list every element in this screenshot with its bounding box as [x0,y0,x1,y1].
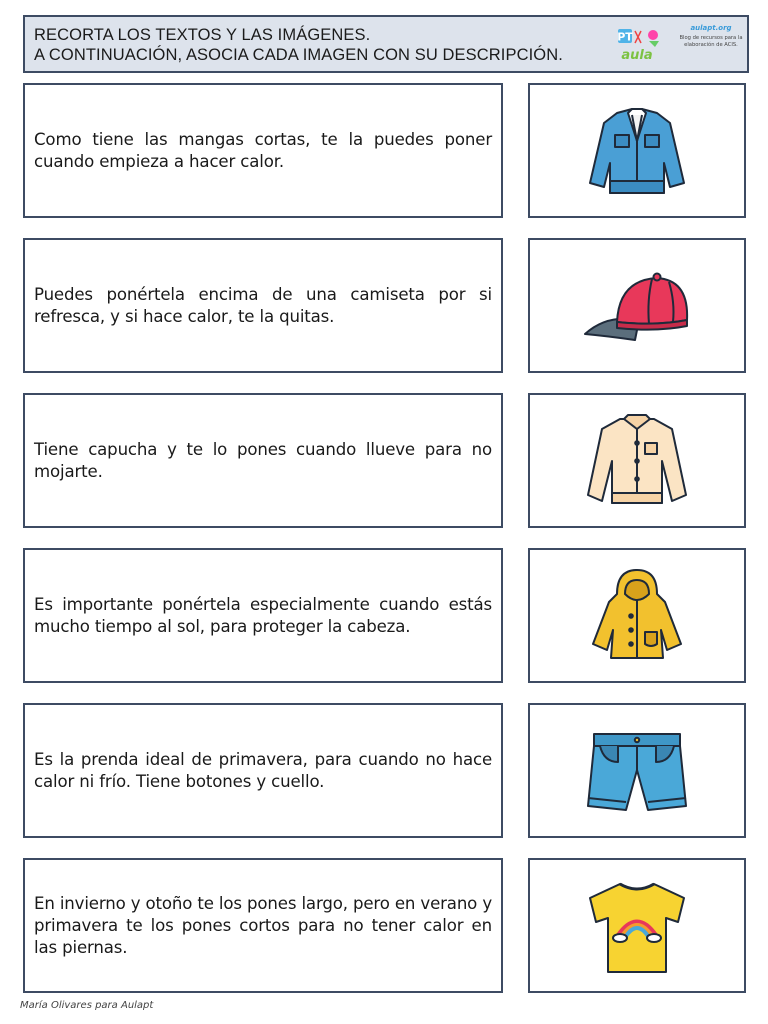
shorts-icon [582,726,692,816]
tshirt-icon [582,876,692,976]
svg-text:PT: PT [617,30,633,44]
image-card-6 [528,858,746,993]
description-card-6 [23,858,503,993]
blog-logo-text [675,24,747,68]
image-card-2 [528,238,746,373]
instructions-text [34,25,614,65]
description-text-3: Tiene capucha y te lo pones cuando llueve para no mojarte. [34,439,492,481]
image-card-3 [528,393,746,528]
description-card-2 [23,238,503,373]
instructions-header [23,15,749,73]
blog-site-name: aulapt.org [690,24,732,32]
instructions-line-2: A CONTINUACIÓN, ASOCIA CADA IMAGEN CON SU DESCRIPCIÓN. [34,46,563,64]
description-text-6: En invierno y otoño te los pones largo, pero en verano y primavera te los pones cortos para no tener calor en las piernas. [34,893,492,957]
description-text-1: Como tiene las mangas cortas, te la puedes poner cuando empieza a hacer calor. [34,129,492,171]
description-text-4: Es importante ponértela especialmente cuando estás mucho tiempo al sol, para proteger la cabeza. [34,594,492,636]
image-card-5 [528,703,746,838]
svg-text:aula: aula [621,48,653,63]
description-card-5 [23,703,503,838]
author-credit: María Olivares para Aulapt [20,1000,154,1011]
blog-tagline: Blog de recursos para la elaboración de ACIS. [679,35,743,48]
shirt-icon [582,411,692,511]
instructions-line-1: RECORTA LOS TEXTOS Y LAS IMÁGENES. [34,26,371,44]
description-text-2: Puedes ponértela encima de una camiseta por si refresca, y si hace calor, te la quitas. [34,284,492,326]
pt-aula-logo [615,25,667,65]
cap-icon [577,266,697,346]
image-card-4 [528,548,746,683]
raincoat-icon [587,566,687,666]
image-card-1 [528,83,746,218]
description-card-4 [23,548,503,683]
description-card-1 [23,83,503,218]
description-text-5: Es la prenda ideal de primavera, para cuando no hace calor ni frío. Tiene botones y cuello. [34,749,492,791]
denim-jacket-icon [582,101,692,201]
description-card-3 [23,393,503,528]
